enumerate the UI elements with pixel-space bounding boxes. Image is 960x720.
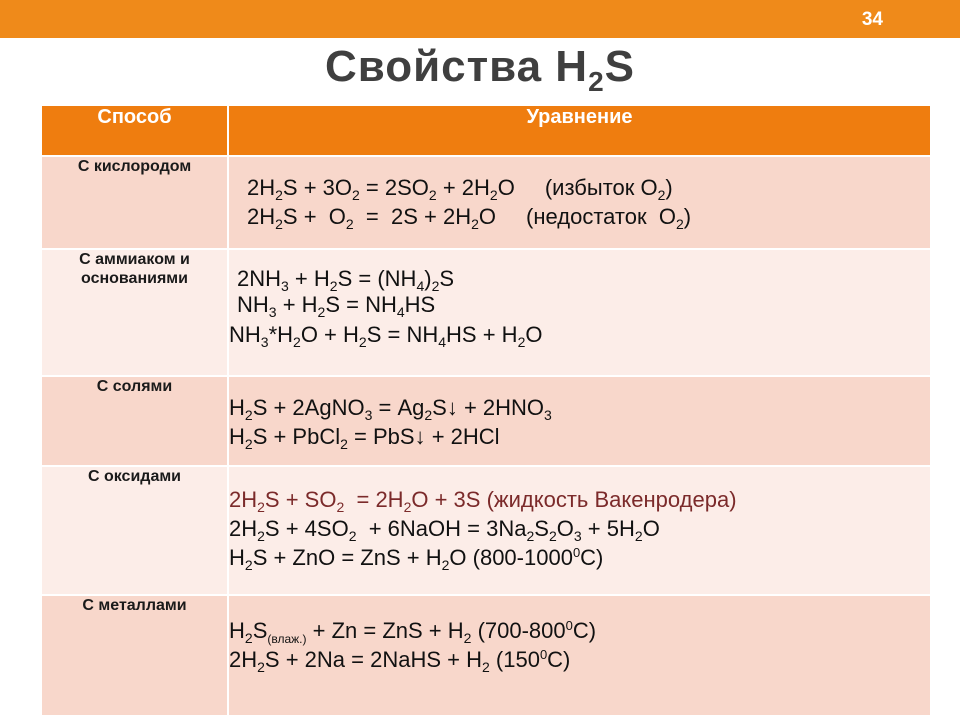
table-row [42,595,930,715]
equations-cell [228,249,930,376]
table-row [42,156,930,249]
equation-text: $NH_3*H_2O + H_2S = NH_4HS + H_2O$ [229,322,543,350]
equation-text: $NH_3 + H_2S = NH_4HS$ [237,292,436,320]
slide-number: 34 [861,9,883,30]
equation-note: (избыток $O_2$) [544,175,673,203]
equation-text: $H_2S_{(влаж.)} + Zn$ = ZnS + $H_2$ $(700-800^0C)$ [229,618,597,646]
equation-line [229,292,930,318]
equation-line [229,318,930,352]
table-row [42,466,930,595]
table-header-row [42,106,930,156]
equation-line [247,202,930,231]
equation-text: $H_2S$ + PbCl$_2$ = PbS↓ + 2HCl [229,424,500,452]
method-cell: С оксидами [42,466,228,595]
equation-line [229,422,930,451]
title-main: Свойства H [324,42,589,91]
equation-line [229,543,930,572]
table-row [42,249,930,376]
equations-cell [228,466,930,595]
method-cell: С кислородом [42,156,228,249]
equation-text: $2H_2S + 4SO_2$ + 6NaOH = $3Na_2S_2O_3 + 5H_2O$ [229,516,660,544]
equations-cell [228,156,930,249]
equation-note: (недостаток $O_2$) [526,204,692,232]
equation-text: $H_2S$ + 2AgNO$_3$ = $Ag_2S↓ + 2HNO_3$ [229,395,552,423]
header-equation: Уравнение [228,106,930,156]
equation-line [229,616,930,645]
equation-text: $2NH_3 + H_2S = (NH_4)_2S$ [237,266,455,294]
equations-cell [228,376,930,466]
method-cell: С металлами [42,595,228,715]
equation-text: $2H_2S + 2Na$ = 2NaHS + $H_2$ $(150^0C)$ [229,647,571,675]
equation-text: $2H_2S + SO_2 = 2H_2O + 3S$ (жидкость Вакенродера) [229,487,737,515]
equation-line [229,514,930,543]
equation-text: $H_2S$ + ZnO = ZnS + $H_2O$ (800-1000$^0$C) [229,545,604,573]
title-tail: S [604,42,636,91]
method-cell: С солями [42,376,228,466]
equations-cell [228,595,930,715]
slide-title [0,40,960,104]
equation-text: $2H_2S + 3O_2 = 2SO_2 + 2H_2O$ [247,175,515,203]
properties-table [42,106,930,715]
equation-line [229,393,930,422]
title-subscript: 2 [588,66,605,97]
equation-line [247,173,930,202]
equation-line [229,645,930,674]
equation-line-highlight [229,485,930,514]
equation-line [229,266,930,292]
equation-text: $2H_2S + O_2 = 2S + 2H_2O$ [247,204,497,232]
table-row [42,376,930,466]
header-method: Способ [42,106,228,156]
top-accent-bar [0,0,960,38]
method-cell: С аммиаком и основаниями [42,249,228,376]
